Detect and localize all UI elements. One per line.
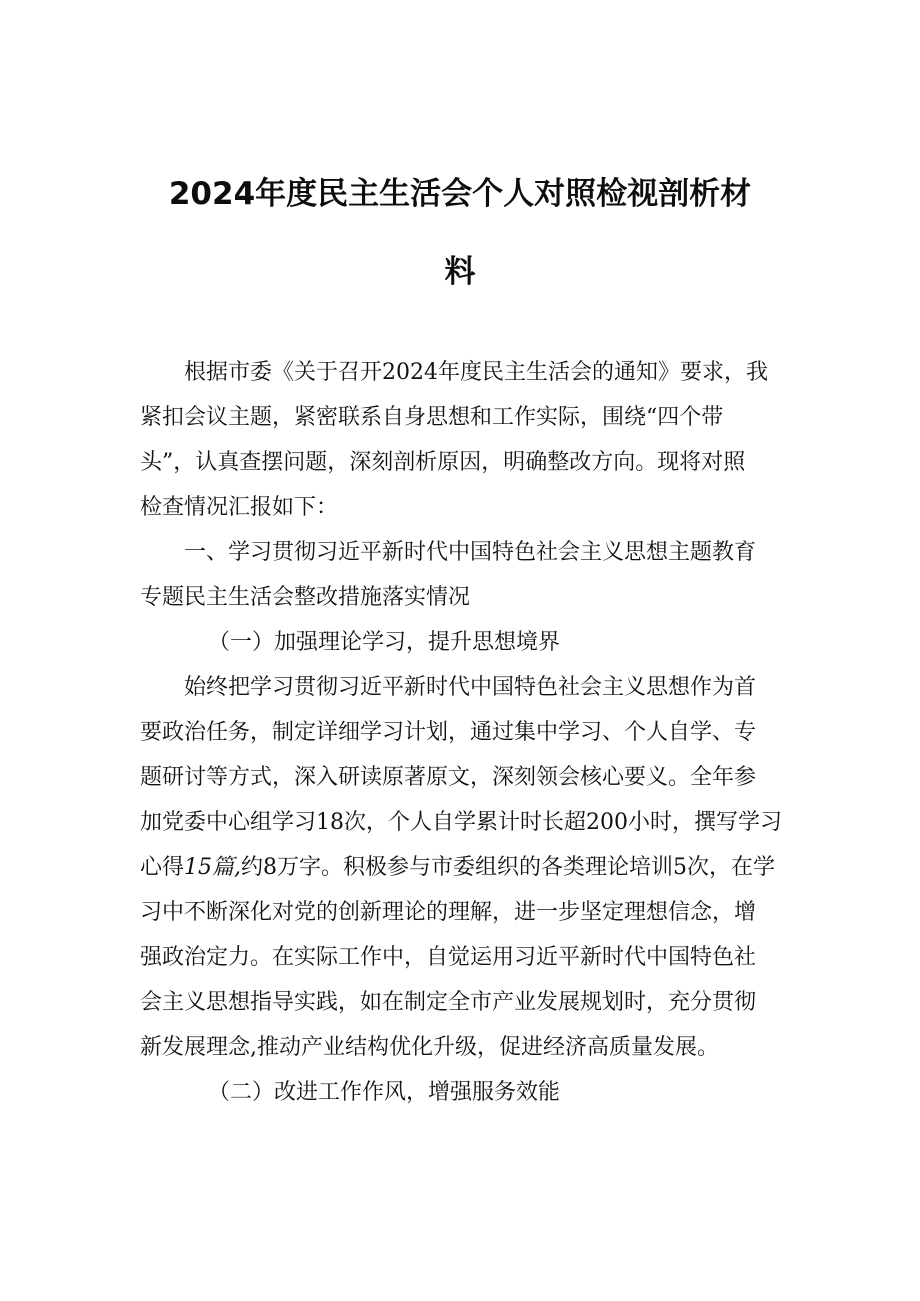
subsection1-line-4: 加党委中心组学习18次，个人自学累计时长超200小时，撰写学习 — [140, 810, 782, 835]
intro-line-3: 头”，认真查摆问题，深刻剖析原因，明确整改方向。现将对照 — [140, 450, 746, 475]
subsection1-heading: （一）加强理论学习，提升思想境界 — [208, 630, 561, 655]
document-title-line-2: 料 — [444, 254, 476, 290]
subsection2-heading: （二）改进工作作风，增强服务效能 — [208, 1080, 561, 1105]
intro-line-2: 紧扣会议主题，紧密联系自身思想和工作实际，围绕“四个带 — [140, 405, 724, 430]
subsection1-line-5-italic: 15篇, — [184, 855, 242, 880]
subsection1-line-5-part-a: 心得 — [140, 855, 185, 880]
section1-heading-line-1: 一、学习贯彻习近平新时代中国特色社会主义思想主题教育 — [184, 540, 757, 565]
subsection1-line-1: 始终把学习贯彻习近平新时代中国特色社会主义思想作为首 — [184, 675, 757, 700]
subsection1-line-7: 强政治定力。在实际工作中，自觉运用习近平新时代中国特色社 — [140, 945, 757, 970]
intro-line-4: 检查情况汇报如下： — [140, 495, 339, 520]
subsection1-line-5 — [140, 853, 775, 883]
section1-heading-line-2: 专题民主生活会整改措施落实情况 — [140, 585, 471, 610]
subsection1-line-9: 新发展理念,推动产业结构优化升级，促进经济高质量发展。 — [140, 1035, 719, 1060]
document-title-line-1: 2024年度民主生活会个人对照检视剖析材 — [168, 176, 752, 212]
subsection1-line-8: 会主义思想指导实践，如在制定全市产业发展规划时，充分贯彻 — [140, 990, 757, 1015]
subsection1-line-3: 题研讨等方式，深入研读原著原文，深刻领会核心要义。全年参 — [140, 765, 757, 790]
subsection1-line-5-part-b: 约8万字。积极参与市委组织的各类理论培训5次，在学 — [241, 855, 776, 880]
subsection1-line-2: 要政治任务，制定详细学习计划，通过集中学习、个人自学、专 — [140, 720, 757, 745]
subsection1-line-6: 习中不断深化对党的创新理论的理解，进一步坚定理想信念，增 — [140, 900, 757, 925]
intro-line-1: 根据市委《关于召开2024年度民主生活会的通知》要求，我 — [184, 360, 768, 385]
